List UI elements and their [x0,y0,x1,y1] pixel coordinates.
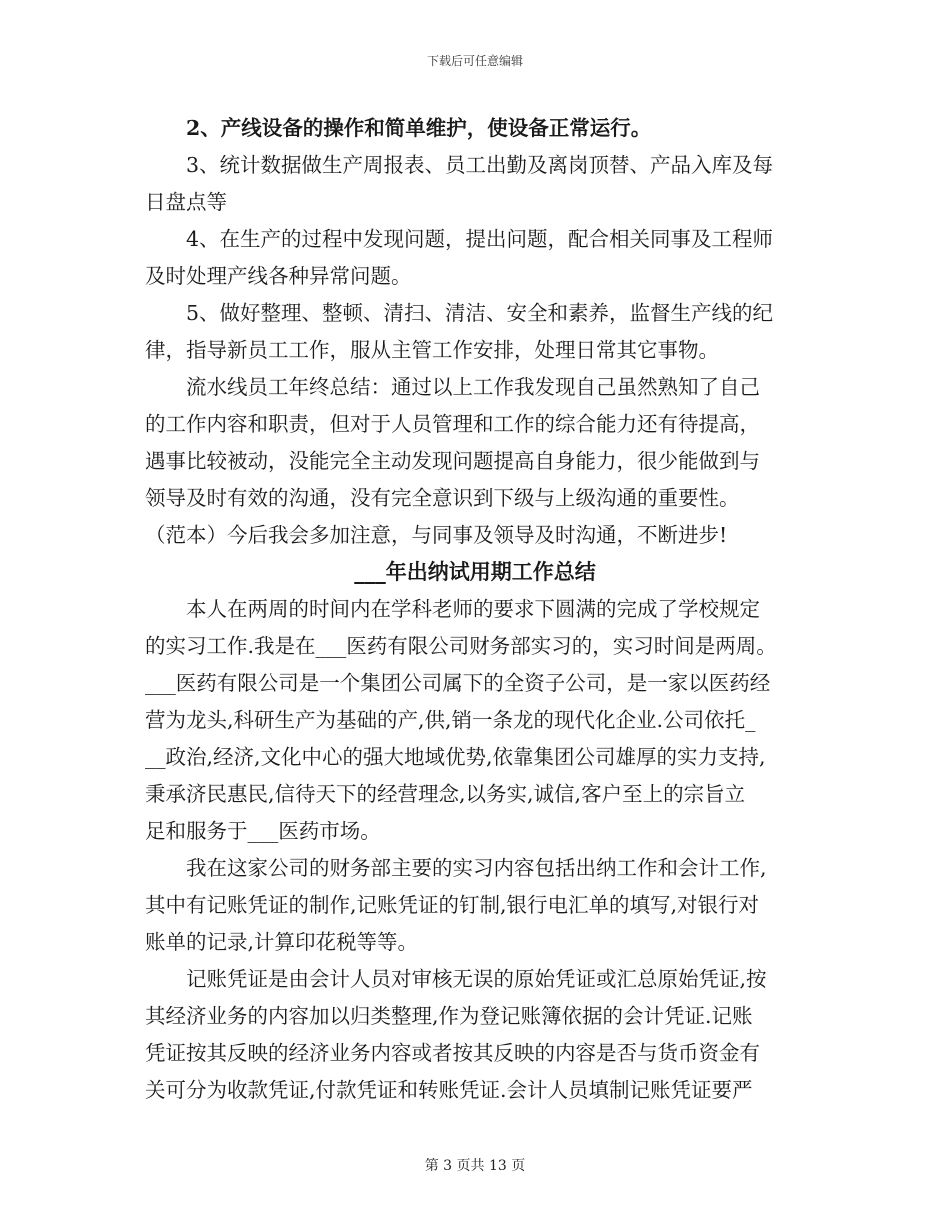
paragraph-line: （范本）今后我会多加注意，与同事及领导及时沟通，不断进步! [145,523,728,547]
paragraph-line: 日盘点等 [145,190,227,214]
paragraph-line: 2、产线设备的操作和简单维护，使设备正常运行。 [186,116,652,140]
paragraph-line: 秉承济民惠民,信待天下的经营理念,以务实,诚信,客户至上的宗旨立 [145,782,746,806]
paragraph-line: 遇事比较被动，没能完全主动发现问题提高自身能力，很少能做到与 [145,449,760,473]
paragraph-line: 其经济业务的内容加以归类整理,作为登记账簿依据的会计凭证.记账 [145,1004,753,1028]
paragraph-line: 营为龙头,科研生产为基础的产,供,销一条龙的现代化企业.公司依托_ [145,708,756,732]
section-title: ___年出纳试用期工作总结 [354,559,596,584]
paragraph-line: ___医药有限公司是一个集团公司属下的全资子公司，是一家以医药经 [145,671,771,695]
paragraph-line: 律，指导新员工工作，服从主管工作安排，处理日常其它事物。 [145,338,719,362]
paragraph-line: 4、在生产的过程中发现问题，提出问题，配合相关同事及工程师 [186,227,774,251]
page-footer: 第 3 页共 13 页 [424,1158,526,1174]
page-header: 下载后可任意编辑 [426,54,523,68]
paragraph-line: 记账凭证是由会计人员对审核无误的原始凭证或汇总原始凭证,按 [186,967,767,991]
paragraph-line: 本人在两周的时间内在学科老师的要求下圆满的完成了学校规定 [186,597,760,621]
paragraph-line: 领导及时有效的沟通，没有完全意识到下级与上级沟通的重要性。 [145,486,740,510]
paragraph-line: 的工作内容和职责，但对于人员管理和工作的综合能力还有待提高， [145,412,760,436]
paragraph-line: 足和服务于___医药市场。 [145,819,381,843]
paragraph-line: 流水线员工年终总结：通过以上工作我发现自己虽然熟知了自己 [186,375,760,399]
paragraph-line: 关可分为收款凭证,付款凭证和转账凭证.会计人员填制记账凭证要严 [145,1078,753,1102]
paragraph-line: 的实习工作.我是在___医药有限公司财务部实习的，实习时间是两周。 [145,634,777,658]
paragraph-line: 及时处理产线各种异常问题。 [145,264,412,288]
paragraph-line: __政治,经济,文化中心的强大地域优势,依靠集团公司雄厚的实力支持, [145,745,766,769]
paragraph-line: 其中有记账凭证的制作,记账凭证的钉制,银行电汇单的填写,对银行对 [145,893,760,917]
paragraph-line: 账单的记录,计算印花税等等。 [145,930,419,954]
paragraph-line: 我在这家公司的财务部主要的实习内容包括出纳工作和会计工作, [186,856,767,880]
paragraph-line: 5、做好整理、整顿、清扫、清洁、安全和素养，监督生产线的纪 [186,301,774,325]
paragraph-line: 凭证按其反映的经济业务内容或者按其反映的内容是否与货币资金有 [145,1041,760,1065]
paragraph-line: 3、统计数据做生产周报表、员工出勤及离岗顶替、产品入库及每 [186,153,774,177]
